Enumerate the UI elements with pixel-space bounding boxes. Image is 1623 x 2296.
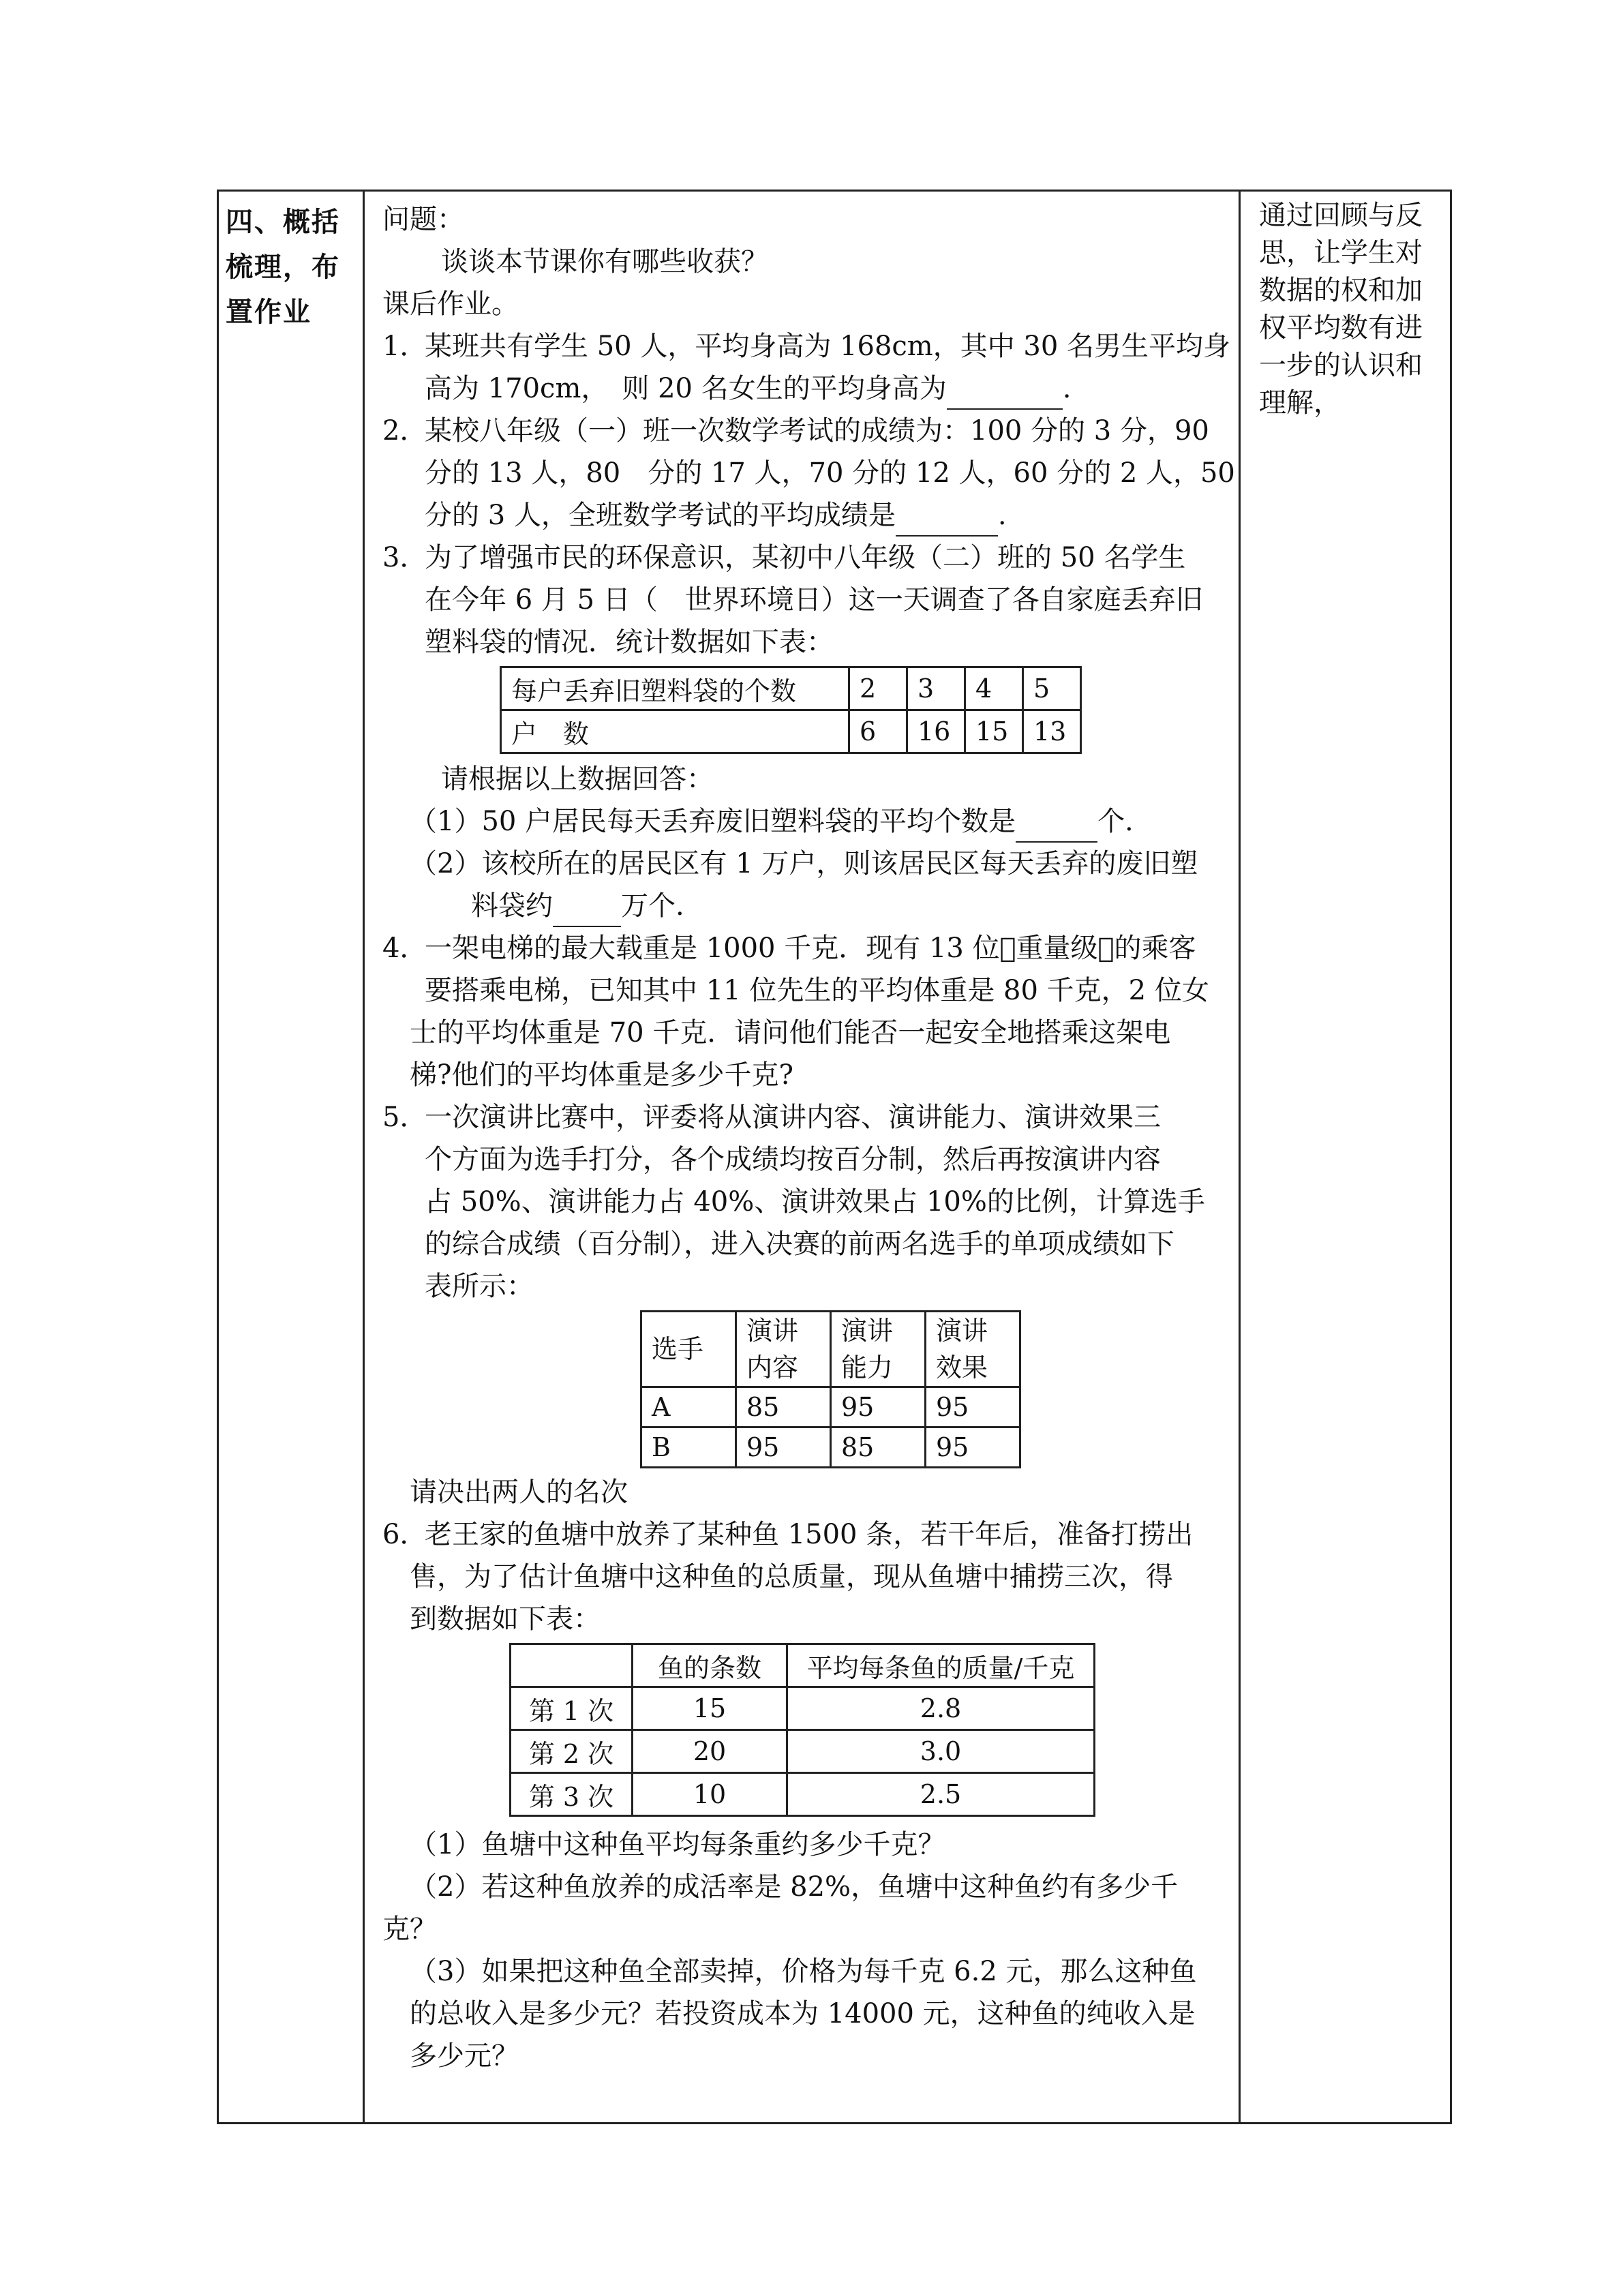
table-cell: 鱼的条数: [633, 1644, 787, 1687]
q6-sub: 的总收入是多少元？若投资成本为 14000 元，这种鱼的纯收入是: [410, 1998, 1196, 2029]
q5-after: 请决出两人的名次: [410, 1477, 628, 1508]
table-cell: 第 1 次: [511, 1687, 633, 1730]
q3-sub: [382, 885, 1248, 927]
design-intent: [1259, 197, 1443, 422]
table-row: [511, 1773, 1095, 1816]
q2-number: 2．: [382, 415, 427, 447]
content-column: [382, 198, 1248, 2077]
q3-line: 在今年 6 月 5 日（ 世界环境日）这一天调查了各自家庭丢弃旧: [425, 584, 1203, 616]
q3-sub-text: 料袋约: [471, 890, 553, 922]
table-cell: 户 数: [501, 710, 849, 753]
header-text: 能力: [841, 1353, 894, 1383]
q2-line: [382, 494, 1248, 537]
fish-catch-table: [509, 1643, 1095, 1817]
table-cell: 第 2 次: [511, 1730, 633, 1773]
q3-line: [382, 537, 1248, 579]
table-cell: 6: [849, 710, 907, 753]
q3-answer-prompt: 请根据以上数据回答：: [441, 764, 714, 795]
q5-line: 的综合成绩（百分制），进入决赛的前两名选手的单项成绩如下: [425, 1228, 1174, 1260]
table-row: [641, 1312, 1020, 1387]
table-row: [501, 667, 1081, 710]
homework-label: 课后作业。: [382, 288, 519, 320]
table-cell: 95: [831, 1387, 926, 1428]
table-cell: 每户丢弃旧塑料袋的个数: [501, 667, 849, 710]
q6-line: [382, 1513, 1248, 1556]
section-title-line: 梳理，布: [226, 252, 340, 283]
table-row: [501, 710, 1081, 753]
question-label: 问题：: [382, 204, 464, 235]
section-title-line: 置作业: [226, 297, 312, 328]
table-cell: 85: [736, 1387, 831, 1428]
q5-line: 表所示：: [425, 1271, 534, 1302]
q3-sub: （2）该校所在的居民区有 1 万户，则该居民区每天丢弃的废旧塑: [410, 848, 1198, 879]
q5-line: [382, 1096, 1248, 1138]
table-cell: 3: [907, 667, 965, 710]
table-cell: 第 3 次: [511, 1773, 633, 1816]
table-cell: 20: [633, 1730, 787, 1773]
q1-number: 1．: [382, 331, 427, 362]
q6-sub: 多少元？: [410, 2040, 519, 2072]
table-cell: 15: [633, 1687, 787, 1730]
q4-line: 梯?他们的平均体重是多少千克?: [410, 1059, 793, 1091]
q2-text: 分的 3 人，全班数学考试的平均成绩是: [425, 500, 896, 531]
header-text: 内容: [746, 1353, 799, 1383]
intent-line: 权平均数有进: [1259, 312, 1423, 344]
q2-line: 分的 13 人，80 分的 17 人，70 分的 12 人，60 分的 2 人，50: [425, 457, 1235, 489]
q1-line: [382, 325, 1248, 367]
q4-line: 要搭乘电梯，已知其中 11 位先生的平均体重是 80 千克，2 位女: [425, 975, 1209, 1006]
q1-text: 某班共有学生 50 人，平均身高为 168cm，其中 30 名男生平均身: [425, 331, 1231, 362]
table-row: [511, 1687, 1095, 1730]
table-row: [511, 1730, 1095, 1773]
lesson-table: [217, 190, 1452, 2124]
q2-text: 某校八年级（一）班一次数学考试的成绩为：100 分的 3 分，90: [425, 415, 1209, 447]
table-cell: 平均每条鱼的质量/千克: [787, 1644, 1095, 1687]
q2-line: [382, 410, 1248, 452]
q4-line: 士的平均体重是 70 千克．请问他们能否一起安全地搭乘这架电: [410, 1017, 1171, 1048]
table-cell: 85: [831, 1428, 926, 1468]
table-cell: 10: [633, 1773, 787, 1816]
q3-sub: [382, 800, 1248, 843]
header-text: 演讲: [936, 1316, 988, 1346]
q3-number: 3．: [382, 542, 427, 573]
intent-line: 数据的权和加: [1259, 275, 1423, 306]
header-text: 演讲: [746, 1316, 799, 1346]
q3-line: 塑料袋的情况．统计数据如下表：: [425, 626, 834, 658]
table-cell: 选手: [641, 1312, 736, 1387]
answer-blank: [553, 896, 621, 927]
reflection-prompt: 谈谈本节课你有哪些收获？: [441, 246, 768, 277]
table-cell: 95: [736, 1428, 831, 1468]
table-row: [511, 1644, 1095, 1687]
q3-sub-end: 万个.: [621, 890, 684, 922]
table-cell: 2: [849, 667, 907, 710]
q6-line: 到数据如下表：: [410, 1603, 601, 1635]
table-cell: [736, 1312, 831, 1387]
table-cell: 15: [965, 710, 1023, 753]
table-cell: A: [641, 1387, 736, 1428]
table-cell: B: [641, 1428, 736, 1468]
q6-sub: （2）若这种鱼放养的成活率是 82%，鱼塘中这种鱼约有多少千: [410, 1871, 1179, 1903]
q6-line: 售，为了估计鱼塘中这种鱼的总质量，现从鱼塘中捕捞三次，得: [410, 1561, 1173, 1592]
q5-line: 占 50%、演讲能力占 40%、演讲效果占 10%的比例，计算选手: [425, 1186, 1205, 1218]
q6-text: 老王家的鱼塘中放养了某种鱼 1500 条，若干年后，准备打捞出: [425, 1519, 1194, 1550]
bag-survey-table: [500, 666, 1082, 754]
intent-line: 理解，: [1259, 387, 1341, 419]
q5-text: 一次演讲比赛中，评委将从演讲内容、演讲能力、演讲效果三: [425, 1102, 1161, 1133]
table-cell: 4: [965, 667, 1023, 710]
answer-blank: [947, 378, 1063, 410]
q2-end: .: [997, 500, 1007, 531]
table-cell: 16: [907, 710, 965, 753]
intent-line: 通过回顾与反: [1259, 200, 1423, 231]
q4-number: 4．: [382, 933, 427, 964]
table-cell: 3.0: [787, 1730, 1095, 1773]
table-cell: [511, 1644, 633, 1687]
q4-text: 一架电梯的最大载重是 1000 千克．现有 13 位 重量级 的乘客: [425, 933, 1196, 964]
q1-end: .: [1062, 373, 1072, 404]
q3-text: 为了增强市民的环保意识，某初中八年级（二）班的 50 名学生: [425, 542, 1186, 573]
table-row: [641, 1387, 1020, 1428]
q6-sub: （3）如果把这种鱼全部卖掉，价格为每千克 6.2 元，那么这种鱼: [410, 1956, 1197, 1987]
table-cell: [831, 1312, 926, 1387]
intent-line: 一步的认识和: [1259, 350, 1423, 381]
table-cell: 2.5: [787, 1773, 1095, 1816]
q4-line: [382, 927, 1248, 969]
section-title: [226, 200, 359, 335]
answer-blank: [896, 505, 998, 537]
q3-sub-end: 个.: [1097, 806, 1134, 837]
header-text: 效果: [936, 1353, 988, 1383]
table-cell: 95: [926, 1428, 1020, 1468]
speech-score-table: [640, 1310, 1021, 1468]
q1-line: [382, 367, 1248, 410]
column-divider: [363, 192, 365, 2122]
q6-sub: （1）鱼塘中这种鱼平均每条重约多少千克？: [410, 1829, 945, 1860]
q5-number: 5．: [382, 1102, 427, 1133]
q3-sub-text: （1）50 户居民每天丢弃废旧塑料袋的平均个数是: [410, 806, 1016, 837]
table-cell: 2.8: [787, 1687, 1095, 1730]
q5-line: 个方面为选手打分，各个成绩均按百分制，然后再按演讲内容: [425, 1144, 1161, 1175]
table-cell: 95: [926, 1387, 1020, 1428]
section-title-line: 四、概括: [226, 207, 340, 238]
intent-line: 思，让学生对: [1259, 237, 1423, 269]
header-text: 演讲: [841, 1316, 894, 1346]
q6-sub: 克？: [382, 1914, 437, 1945]
table-cell: [926, 1312, 1020, 1387]
q6-number: 6．: [382, 1519, 427, 1550]
table-cell: 13: [1023, 710, 1081, 753]
table-cell: 5: [1023, 667, 1081, 710]
table-row: [641, 1428, 1020, 1468]
q1-text: 高为 170cm， 则 20 名女生的平均身高为: [425, 373, 947, 404]
answer-blank: [1016, 811, 1097, 843]
